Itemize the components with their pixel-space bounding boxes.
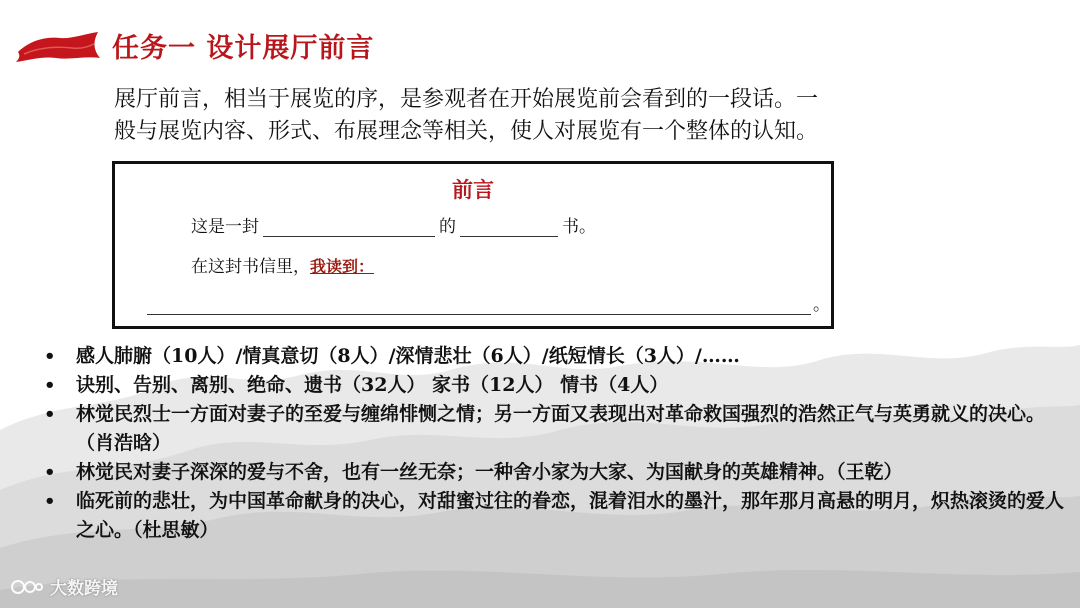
- intro-paragraph: [114, 84, 994, 148]
- intro-line-1: 展厅前言，相当于展览的序，是参观者在开始展览前会看到的一段话。一: [114, 87, 819, 112]
- card-line-3-end: 。: [813, 295, 830, 315]
- list-item: [40, 400, 1070, 458]
- list-item: [40, 371, 1070, 400]
- card-line-1-suffix: 书。: [562, 217, 596, 237]
- card-line-1: [191, 212, 596, 237]
- card-line-1-middle: 的: [439, 217, 456, 237]
- card-line-1-prefix: 这是一封: [191, 217, 259, 237]
- bullet-icon: •: [44, 462, 56, 483]
- page-title: 任务一 设计展厅前言: [112, 33, 375, 64]
- list-item-text: 感人肺腑（10人）/情真意切（8人）/深情悲壮（6人）/纸短情长（3人）/……: [76, 345, 740, 367]
- list-item: [40, 487, 1070, 545]
- intro-line-2: 般与展览内容、形式、布展理念等相关，使人对展览有一个整体的认知。: [114, 119, 819, 144]
- bullet-icon: •: [44, 491, 56, 512]
- bullet-icon: •: [44, 346, 56, 367]
- list-item: [40, 458, 1070, 487]
- card-title: 前言: [452, 177, 494, 202]
- student-responses-list: [40, 342, 1070, 545]
- fill-blank-1[interactable]: [263, 218, 435, 237]
- list-item-text: 林觉民对妻子深深的爱与不舍，也有一丝无奈；一种舍小家为大家、为国献身的英雄精神。（王乾）: [76, 461, 903, 483]
- list-item-text: 临死前的悲壮，为中国革命献身的决心，对甜蜜过往的眷恋，混着泪水的墨汁，那年那月高悬的明月，炽热滚烫的爱人之心。（杜思敏）: [76, 490, 1065, 541]
- card-line-3: [147, 290, 830, 315]
- card-line-2: [191, 252, 374, 277]
- watermark-text: 大数跨境: [50, 579, 118, 599]
- fill-blank-3[interactable]: [147, 294, 811, 315]
- card-line-2-hint: 我读到：: [310, 257, 375, 276]
- watermark: [10, 574, 118, 599]
- list-item: [40, 342, 1070, 371]
- fill-blank-2[interactable]: [460, 218, 558, 237]
- watermark-logo-icon: [10, 577, 44, 597]
- red-flag-icon: [14, 30, 102, 64]
- bullet-icon: •: [44, 375, 56, 396]
- list-item-text: 诀别、告别、离别、绝命、遗书（32人） 家书（12人） 情书（4人）: [76, 374, 669, 396]
- bullet-icon: •: [44, 404, 56, 425]
- preface-template-card: [112, 161, 834, 329]
- list-item-text: 林觉民烈士一方面对妻子的至爱与缠绵悱恻之情；另一方面又表现出对革命救国强烈的浩然正气与英勇就义的决心。（肖浩晗）: [76, 403, 1046, 454]
- card-line-2-prefix: 在这封书信里，: [191, 257, 310, 277]
